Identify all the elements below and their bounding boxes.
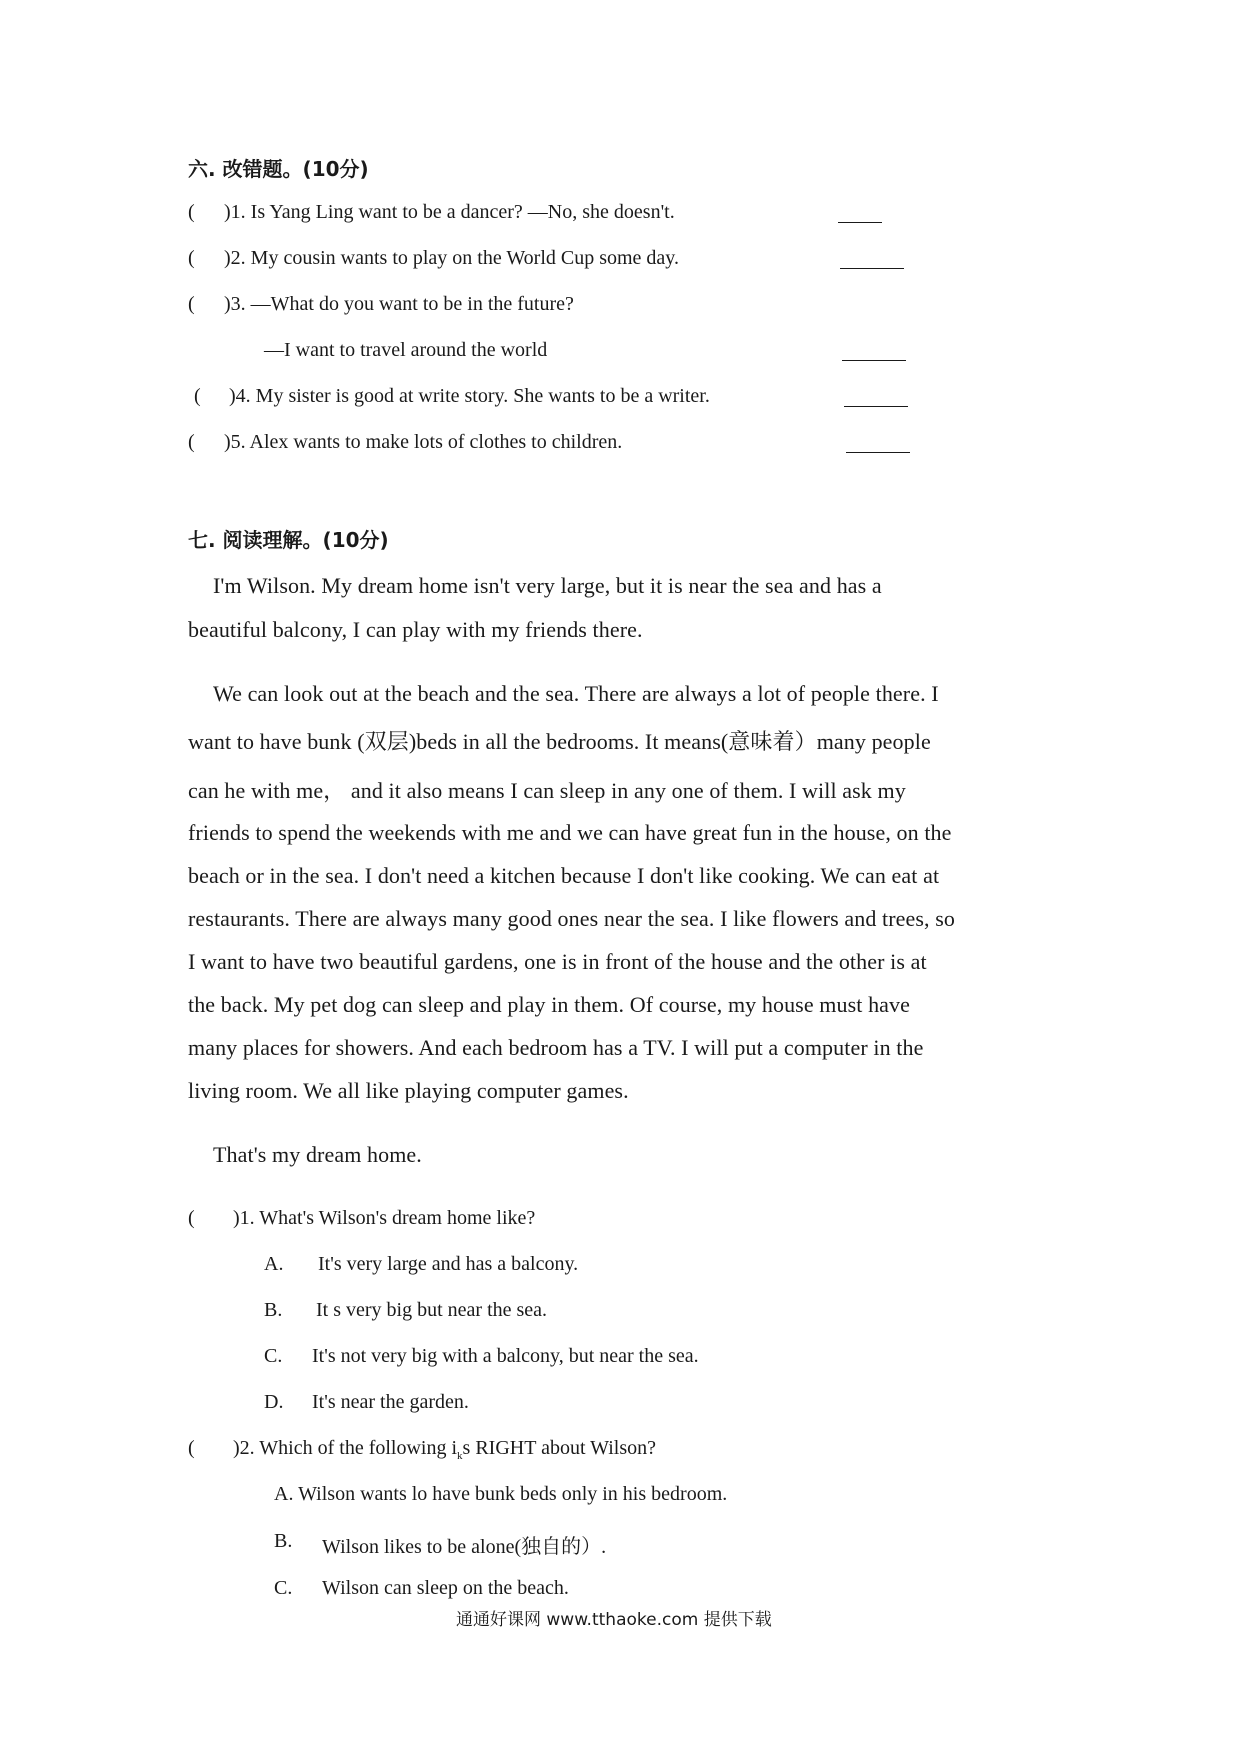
- s6-q4-answer-blank[interactable]: [844, 406, 908, 407]
- s6-q3-text: )3. —What do you want to be in the future?: [224, 293, 574, 315]
- s7-q1-option-text: It's not very big with a balcony, but near the sea.: [312, 1345, 699, 1367]
- s6-q3-continuation: —I want to travel around the world: [264, 339, 548, 361]
- s7-q1-option-text: It's near the garden.: [312, 1391, 469, 1413]
- passage-line: I want to have two beautiful gardens, one is in front of the house and the other is at: [188, 949, 927, 974]
- passage-line: I'm Wilson. My dream home isn't very large, but it is near the sea and has a: [213, 573, 882, 598]
- s6-q3-answer-blank[interactable]: [842, 360, 906, 361]
- s6-q2-answer-blank[interactable]: [840, 268, 904, 269]
- s7-q2-paren: (: [188, 1437, 195, 1459]
- s7-q1-option-text: It s very big but near the sea.: [316, 1299, 548, 1321]
- passage-line: living room. We all like playing computer games.: [188, 1078, 629, 1103]
- s6-q2-text: )2. My cousin wants to play on the World Cup some day.: [224, 247, 680, 269]
- s7-q2-option-a: A. Wilson wants lo have bunk beds only in his bedroom.: [274, 1483, 728, 1505]
- s6-q5-paren: (: [188, 431, 195, 453]
- s6-q1-text: )1. Is Yang Ling want to be a dancer? —No, she doesn't.: [224, 201, 675, 223]
- s7-q2-option-letter: B.: [274, 1530, 293, 1552]
- section7-heading: 七. 阅读理解。(10分): [188, 528, 389, 552]
- s6-q2-paren: (: [188, 247, 195, 269]
- s7-q2-option-letter: C.: [274, 1577, 293, 1599]
- s7-q1-text: )1. What's Wilson's dream home like?: [233, 1207, 536, 1229]
- s7-q1-paren: (: [188, 1207, 195, 1229]
- s6-q5-answer-blank[interactable]: [846, 452, 910, 453]
- s6-q1-paren: (: [188, 201, 195, 223]
- section6-heading: 六. 改错题。(10分): [188, 157, 369, 181]
- passage-line: We can look out at the beach and the sea. There are always a lot of people there. I: [213, 681, 939, 706]
- s7-q1-option-letter: B.: [264, 1299, 283, 1321]
- s6-q3-paren: (: [188, 293, 195, 315]
- s7-q1-option-letter: A.: [264, 1253, 284, 1275]
- s6-q1-answer-blank[interactable]: [838, 222, 882, 223]
- s7-q1-option-letter: C.: [264, 1345, 283, 1367]
- s6-q4-text: )4. My sister is good at write story. She wants to be a writer.: [229, 385, 710, 407]
- s7-q2-text: )2. Which of the following $i_ks$ RIGHT about Wilson?: [233, 1437, 656, 1462]
- s7-q1-option-text: It's very large and has a balcony.: [318, 1253, 579, 1275]
- passage-closing: That's my dream home.: [213, 1142, 422, 1167]
- s7-q2-option-text: Wilson can sleep on the beach.: [322, 1577, 569, 1599]
- passage-line: can he with me， and it also means I can sleep in any one of them. I will ask my: [188, 778, 906, 803]
- s6-q5-text: )5. Alex wants to make lots of clothes to children.: [224, 431, 623, 453]
- passage-line: many places for showers. And each bedroom has a TV. I will put a computer in the: [188, 1035, 924, 1060]
- s6-q4-paren: (: [194, 385, 201, 407]
- passage-line: the back. My pet dog can sleep and play in them. Of course, my house must have: [188, 992, 911, 1017]
- passage-line: friends to spend the weekends with me and we can have great fun in the house, on the: [188, 820, 952, 845]
- passage-line: beach or in the sea. I don't need a kitchen because I don't like cooking. We can eat at: [188, 863, 940, 888]
- passage-line: beautiful balcony, I can play with my friends there.: [188, 617, 643, 642]
- s7-q2-option-text: Wilson likes to be alone(独自的）.: [322, 1536, 607, 1558]
- passage-line: restaurants. There are always many good ones near the sea. I like flowers and trees, so: [188, 906, 956, 931]
- s7-q1-option-letter: D.: [264, 1391, 284, 1413]
- page-footer: 通通好课网 www.tthaoke.com 提供下载: [456, 1610, 772, 1630]
- passage-line: want to have bunk (双层)beds in all the bedrooms. It means(意味着）many people: [188, 729, 931, 754]
